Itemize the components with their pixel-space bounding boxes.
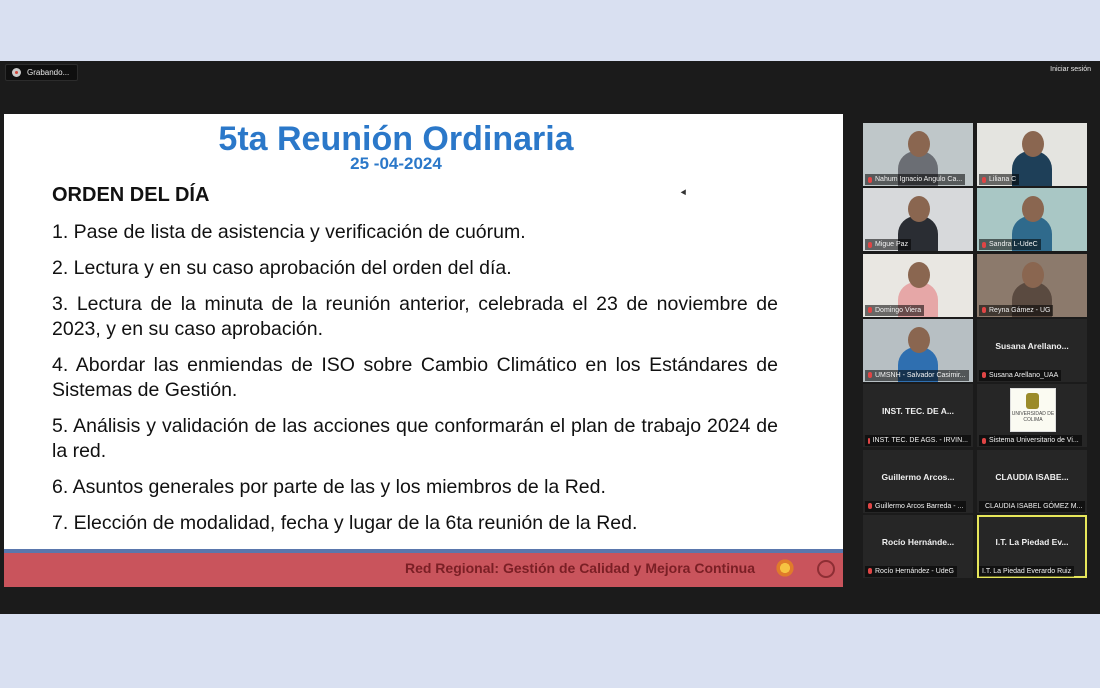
- meeting-window: [0, 61, 1100, 614]
- participant-name: Sandra L-UdeC: [989, 241, 1038, 249]
- participant-display-name: INST. TEC. DE A...: [882, 406, 954, 417]
- participant-name-label: [979, 435, 1082, 446]
- participant-name: Nahum Ignacio Angulo Ca...: [875, 176, 963, 183]
- participant-display-name: Susana Arellano...: [995, 340, 1069, 351]
- participant-tile[interactable]: [863, 384, 973, 447]
- participant-name: Liliana C: [989, 176, 1017, 183]
- participant-display-name: Rocío Hernánde...: [881, 536, 955, 547]
- mic-muted-icon: [982, 438, 986, 444]
- participant-tile[interactable]: [863, 188, 973, 251]
- participant-avatar: [908, 262, 930, 288]
- participant-name-label: [979, 501, 1085, 512]
- mic-muted-icon: [868, 438, 870, 444]
- anuies-logo-icon: [817, 560, 835, 578]
- agenda-list: [52, 220, 778, 547]
- mic-muted-icon: [982, 307, 986, 313]
- participant-name-label: [865, 239, 911, 250]
- participant-tile[interactable]: [977, 254, 1087, 317]
- participant-tile[interactable]: [863, 319, 973, 382]
- participant-tile[interactable]: [977, 515, 1087, 578]
- participant-name-label: [979, 305, 1053, 316]
- shared-slide: [4, 114, 843, 587]
- seal-icon: [1026, 393, 1039, 409]
- participant-tile[interactable]: [863, 254, 973, 317]
- participant-name: CLAUDIA ISABEL GÓMEZ M...: [985, 502, 1083, 510]
- participant-name-label: [979, 566, 1074, 577]
- recording-icon: [12, 68, 21, 77]
- participant-name: Migue Paz: [875, 241, 909, 249]
- participant-display-name: CLAUDIA ISABE...: [995, 471, 1069, 482]
- mic-muted-icon: [868, 372, 872, 378]
- participant-name-label: [865, 566, 957, 577]
- participant-name: Guillermo Arcos Barreda - ...: [875, 502, 964, 510]
- participant-tile[interactable]: [977, 123, 1087, 186]
- participant-name-label: [979, 370, 1061, 381]
- participant-name: INST. TEC. DE AGS. - IRVIN...: [872, 437, 968, 445]
- participant-name: Rocío Hernández - UdeG: [875, 567, 954, 575]
- participant-name-label: [979, 239, 1041, 250]
- participant-display-name: Guillermo Arcos...: [881, 471, 955, 482]
- participant-name-label: [865, 370, 969, 381]
- mic-muted-icon: [982, 177, 986, 183]
- participant-tile[interactable]: [863, 450, 973, 513]
- slide-footer: [4, 549, 843, 587]
- participant-name-label: [865, 435, 971, 446]
- mic-muted-icon: [868, 242, 872, 248]
- agenda-item: 1. Pase de lista de asistencia y verificación de cuórum.: [52, 221, 526, 243]
- participant-tile[interactable]: [863, 515, 973, 578]
- mic-muted-icon: [868, 177, 872, 183]
- participant-avatar: [1022, 262, 1044, 288]
- agenda-item: 3. Lectura de la minuta de la reunión anterior, celebrada el 23 de noviembre de 2023, y en su caso aprobación.: [52, 293, 778, 340]
- participant-name: UMSNH - Salvador Casimir...: [875, 371, 966, 379]
- agenda-item: 6. Asuntos generales por parte de las y los miembros de la Red.: [52, 476, 606, 498]
- mic-muted-icon: [868, 568, 872, 574]
- agenda-item: 4. Abordar las enmiendas de ISO sobre Cambio Climático en los Estándares de Sistemas de Gestión.: [52, 354, 778, 401]
- agenda-item: 5. Análisis y validación de las acciones que conformarán el plan de trabajo 2024 de la red.: [52, 415, 778, 462]
- logo-text: UNIVERSIDAD DE COLIMA: [1011, 411, 1055, 424]
- participant-avatar: [908, 131, 930, 157]
- recording-label: Grabando...: [27, 68, 70, 77]
- participant-tile[interactable]: [977, 450, 1087, 513]
- participant-name-label: [865, 501, 966, 512]
- participant-avatar: [908, 327, 930, 353]
- mic-muted-icon: [982, 242, 986, 248]
- slide-date: 25 -04-2024: [350, 154, 442, 173]
- participant-tile[interactable]: [977, 319, 1087, 382]
- participant-avatar: [1022, 131, 1044, 157]
- mic-muted-icon: [868, 503, 872, 509]
- participant-display-name: I.T. La Piedad Ev...: [995, 536, 1069, 547]
- participant-name-label: [979, 174, 1019, 185]
- agenda-item: 2. Lectura y en su caso aprobación del orden del día.: [52, 257, 512, 279]
- participant-tile[interactable]: [977, 384, 1087, 447]
- footer-text: Red Regional: Gestión de Calidad y Mejora Continua: [404, 560, 755, 576]
- university-logo-icon: [1010, 388, 1056, 432]
- slide-title: 5ta Reunión Ordinaria: [218, 120, 574, 158]
- participant-name: Domingo Viera: [875, 306, 922, 314]
- participant-name: I.T. La Piedad Everardo Ruiz: [982, 567, 1072, 575]
- network-logo-icon: [775, 558, 795, 578]
- mic-muted-icon: [868, 307, 872, 313]
- agenda-heading: ORDEN DEL DÍA: [52, 184, 210, 206]
- participant-name: Sistema Universitario de Vi...: [989, 437, 1079, 445]
- signin-link[interactable]: Iniciar sesión: [1050, 66, 1091, 73]
- agenda-item: 7. Elección de modalidad, fecha y lugar de la 6ta reunión de la Red.: [52, 512, 638, 534]
- participant-name-label: [865, 174, 965, 185]
- participant-name: Reyna Gámez - UG: [989, 306, 1051, 314]
- recording-indicator[interactable]: [5, 64, 78, 81]
- participant-tile[interactable]: [863, 123, 973, 186]
- participant-name: Susana Arellano_UAA: [989, 371, 1059, 379]
- participant-name-label: [865, 305, 924, 316]
- mouse-cursor-icon: [681, 189, 689, 196]
- participant-tile[interactable]: [977, 188, 1087, 251]
- mic-muted-icon: [982, 372, 986, 378]
